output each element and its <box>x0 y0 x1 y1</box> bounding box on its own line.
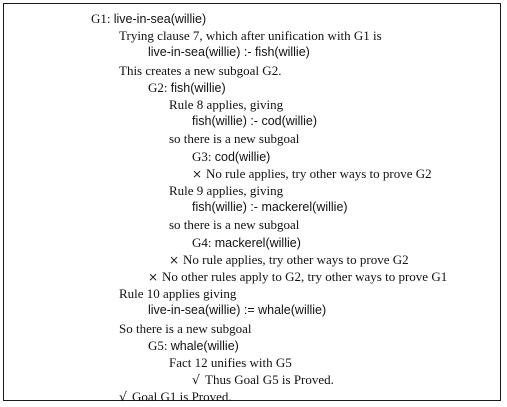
trace-text: Goal G1 is Proved. <box>132 389 232 405</box>
cross-mark-icon: × <box>148 270 159 284</box>
clause-text: live-in-sea(willie) :- fish(willie) <box>148 45 310 60</box>
goal-label: G1: <box>91 11 114 26</box>
trace-text: Thus Goal G5 is Proved. <box>205 372 334 388</box>
trace-text: No rule applies, try other ways to prove G2 <box>183 251 409 267</box>
trace-line <box>169 218 299 231</box>
trace-text: Trying clause 7, which after unification with G1 is <box>119 28 382 44</box>
trace-line <box>119 287 236 300</box>
trace-line <box>148 270 447 283</box>
clause-text: fish(willie) :- cod(willie) <box>192 114 318 129</box>
trace-line <box>192 201 348 214</box>
clause-text: live-in-sea(willie) := whale(willie) <box>148 303 327 318</box>
cross-mark-icon: × <box>169 252 180 267</box>
goal-term: mackerel(willie) <box>214 235 301 250</box>
trace-text: so there is a new subgoal <box>169 131 300 147</box>
goal-term: live-in-sea(willie) <box>113 12 207 26</box>
goal-term: fish(willie) <box>170 80 226 95</box>
trace-line <box>119 29 382 42</box>
trace-line <box>91 12 206 26</box>
trace-line <box>119 390 232 404</box>
trace-line <box>169 356 292 369</box>
proof-trace-box <box>3 3 501 405</box>
trace-line <box>192 373 334 387</box>
cross-mark-icon: × <box>192 166 203 181</box>
trace-text: No rule applies, try other ways to prove G2 <box>206 165 432 181</box>
trace-line <box>192 150 270 164</box>
check-mark-icon: √ <box>119 389 127 405</box>
trace-text: Rule 9 applies, giving <box>169 183 284 198</box>
trace-text: Fact 12 unifies with G5 <box>169 355 292 370</box>
clause-text: fish(willie) :- mackerel(willie) <box>192 200 348 215</box>
trace-line <box>119 322 252 335</box>
goal-label: G5: <box>148 337 171 353</box>
trace-line <box>148 81 226 95</box>
trace-line <box>148 339 239 353</box>
trace-line <box>169 132 299 145</box>
trace-text: This creates a new subgoal G2. <box>119 62 282 78</box>
goal-label: G2: <box>148 79 171 95</box>
trace-text: No other rules apply to G2, try other ways to prove G1 <box>162 269 448 284</box>
trace-line <box>192 115 317 128</box>
goal-term: whale(willie) <box>170 338 239 353</box>
trace-text: Rule 10 applies giving <box>119 286 237 302</box>
goal-label: G4: <box>192 234 215 250</box>
trace-line <box>169 184 283 197</box>
check-mark-icon: √ <box>192 372 200 388</box>
trace-line <box>192 167 432 180</box>
goal-term: cod(willie) <box>214 149 271 164</box>
trace-line <box>119 64 281 77</box>
trace-line <box>169 253 409 266</box>
trace-text: So there is a new subgoal <box>119 320 252 336</box>
trace-line <box>148 46 310 59</box>
goal-label: G3: <box>192 148 215 164</box>
trace-line <box>148 304 326 317</box>
trace-line <box>169 98 283 111</box>
trace-text: so there is a new subgoal <box>169 217 300 233</box>
trace-line <box>192 236 301 250</box>
trace-text: Rule 8 applies, giving <box>169 97 284 112</box>
